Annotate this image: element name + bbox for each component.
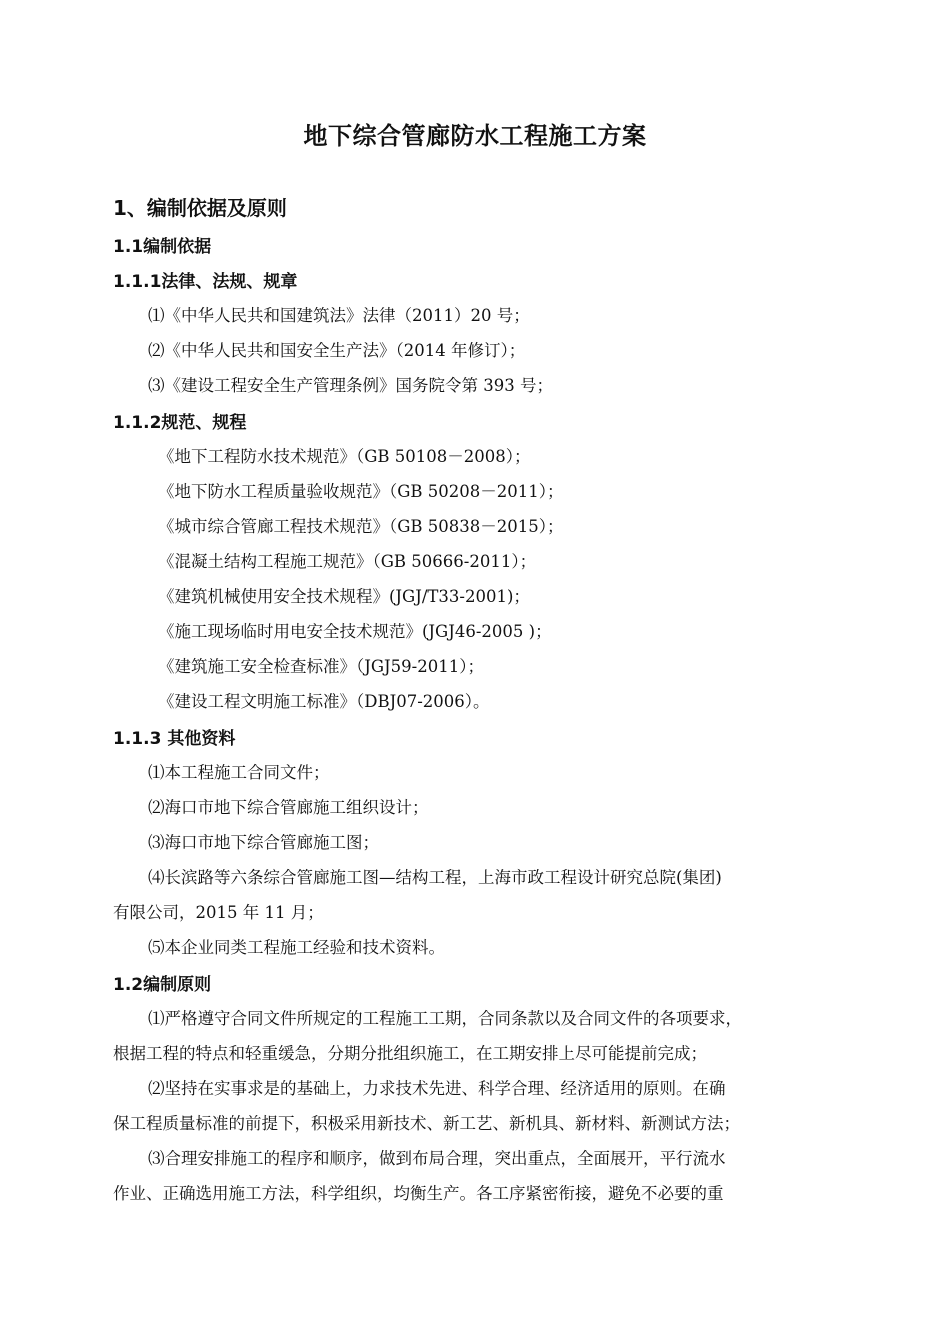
principle-2-line-2: 保工程质量标准的前提下，积极采用新技术、新工艺、新机具、新材料、新测试方法；	[113, 1114, 740, 1133]
section-1-1-1-heading: 1.1.1法律、法规、规章	[113, 272, 298, 292]
section-1-heading: 1、编制依据及原则	[113, 196, 287, 220]
material-item-4-line-2: 有限公司，2015 年 11 月；	[113, 903, 324, 922]
section-1-1-2-heading: 1.1.2规范、规程	[113, 413, 247, 433]
material-item-1: ⑴本工程施工合同文件；	[148, 763, 330, 782]
standard-item-7: 《建筑施工安全检查标准》（JGJ59-2011）；	[158, 657, 484, 676]
principle-1-line-2: 根据工程的特点和轻重缓急，分期分批组织施工，在工期安排上尽可能提前完成；	[113, 1044, 707, 1063]
section-1-2-heading: 1.2编制原则	[113, 975, 212, 995]
principle-3-line-2: 作业、正确选用施工方法，科学组织，均衡生产。各工序紧密衔接，避免不必要的重	[113, 1184, 724, 1203]
principle-2-line-1: ⑵坚持在实事求是的基础上，力求技术先进、科学合理、经济适用的原则。在确	[148, 1079, 726, 1098]
standard-item-6: 《施工现场临时用电安全技术规范》(JGJ46-2005 )；	[158, 622, 552, 641]
standard-item-2: 《地下防水工程质量验收规范》（GB 50208－2011）；	[158, 482, 564, 501]
principle-1-line-1: ⑴严格遵守合同文件所规定的工程施工工期，合同条款以及合同文件的各项要求，	[148, 1009, 742, 1028]
section-1-1-heading: 1.1编制依据	[113, 237, 212, 257]
material-item-2: ⑵海口市地下综合管廊施工组织设计；	[148, 798, 429, 817]
material-item-5: ⑸本企业同类工程施工经验和技术资料。	[148, 938, 445, 957]
standard-item-4: 《混凝土结构工程施工规范》（GB 50666-2011）；	[158, 552, 537, 571]
document-title: 地下综合管廊防水工程施工方案	[303, 122, 647, 150]
law-item-3: ⑶《建设工程安全生产管理条例》国务院令第 393 号；	[148, 376, 553, 395]
standard-item-8: 《建设工程文明施工标准》（DBJ07-2006）。	[158, 692, 490, 711]
section-1-1-3-heading: 1.1.3 其他资料	[113, 729, 236, 749]
standard-item-3: 《城市综合管廊工程技术规范》（GB 50838－2015）；	[158, 517, 564, 536]
standard-item-5: 《建筑机械使用安全技术规程》(JGJ/T33-2001)；	[158, 587, 530, 606]
standard-item-1: 《地下工程防水技术规范》（GB 50108－2008）；	[158, 447, 531, 466]
principle-3-line-1: ⑶合理安排施工的程序和顺序，做到布局合理，突出重点，全面展开，平行流水	[148, 1149, 726, 1168]
material-item-3: ⑶海口市地下综合管廊施工图；	[148, 833, 379, 852]
law-item-1: ⑴《中华人民共和国建筑法》法律（2011）20 号；	[148, 306, 530, 325]
law-item-2: ⑵《中华人民共和国安全生产法》（2014 年修订）；	[148, 341, 526, 360]
material-item-4-line-1: ⑷长滨路等六条综合管廊施工图—结构工程，上海市政工程设计研究总院(集团)	[148, 868, 722, 887]
